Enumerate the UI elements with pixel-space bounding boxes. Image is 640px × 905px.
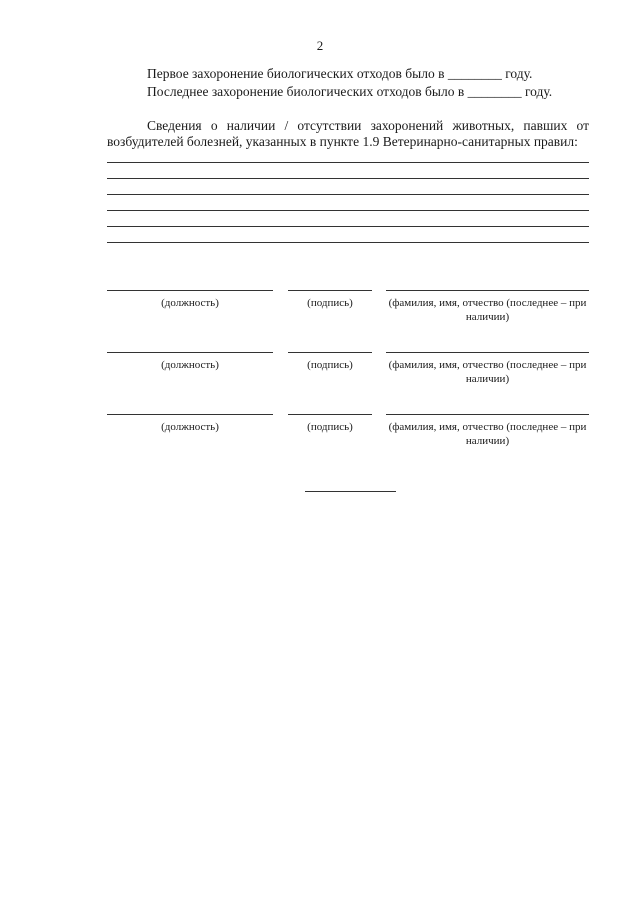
first-burial-line: Первое захоронение биологических отходов было в ________ году. bbox=[147, 66, 533, 81]
last-burial-line: Последнее захоронение биологических отходов было в ________ году. bbox=[147, 84, 553, 99]
position-line-1 bbox=[107, 290, 273, 291]
signature-caption: (подпись) bbox=[307, 297, 353, 309]
fill-line-1 bbox=[107, 162, 589, 163]
name-caption: (фамилия, имя, отчество (последнее – при наличии) bbox=[388, 359, 587, 385]
position-caption: (должность) bbox=[161, 359, 219, 371]
position-line-2 bbox=[107, 352, 273, 353]
name-caption: (фамилия, имя, отчество (последнее – при наличии) bbox=[388, 297, 587, 323]
name-line-2 bbox=[386, 352, 589, 353]
signature-caption: (подпись) bbox=[307, 359, 353, 371]
fill-line-6 bbox=[107, 242, 589, 243]
fill-line-2 bbox=[107, 178, 589, 179]
signature-line-1 bbox=[288, 290, 372, 291]
position-caption: (должность) bbox=[161, 421, 219, 433]
position-line-3 bbox=[107, 414, 273, 415]
fill-line-5 bbox=[107, 226, 589, 227]
signature-line-3 bbox=[288, 414, 372, 415]
name-caption: (фамилия, имя, отчество (последнее – при наличии) bbox=[388, 421, 587, 447]
signature-caption: (подпись) bbox=[307, 421, 353, 433]
page-number: 2 bbox=[316, 38, 324, 53]
name-line-3 bbox=[386, 414, 589, 415]
position-caption: (должность) bbox=[161, 297, 219, 309]
end-of-document-rule bbox=[305, 491, 396, 492]
info-paragraph: Сведения о наличии / отсутствии захоронений животных, павших от возбудителей болезней, указанных в пункте 1.9 Ветеринарно-санитарных правил: bbox=[107, 118, 589, 149]
signature-line-2 bbox=[288, 352, 372, 353]
fill-line-3 bbox=[107, 194, 589, 195]
fill-line-4 bbox=[107, 210, 589, 211]
name-line-1 bbox=[386, 290, 589, 291]
